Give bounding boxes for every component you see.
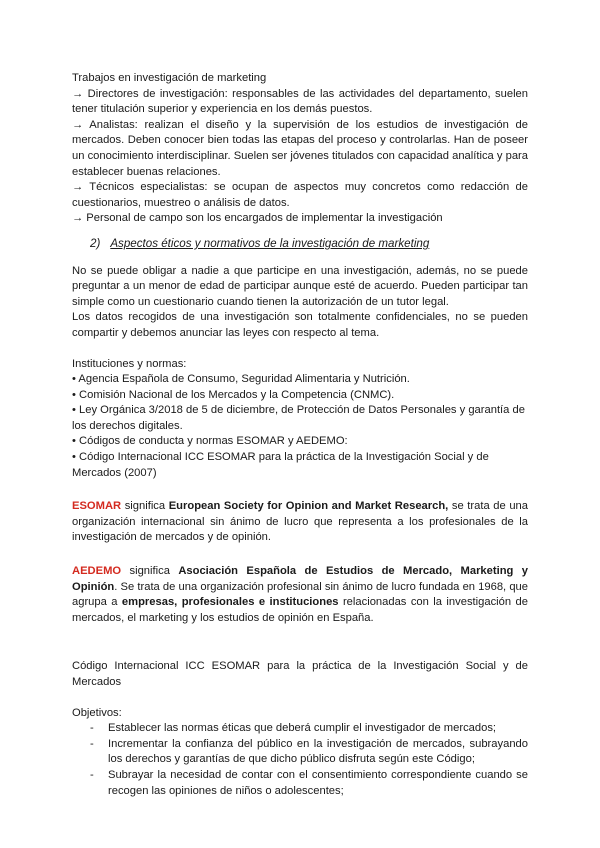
institution-item	[72, 450, 528, 481]
bullet-icon: •	[72, 404, 76, 417]
institution-text: Código Internacional ICC ESOMAR para la práctica de la Investigación Social y de Mercados (2007)	[72, 451, 489, 479]
document-content	[72, 71, 528, 799]
objective-text: Incrementar la confianza del público en la investigación de mercados, subrayando los derechos y garantías de que dicho público disfruta según este Código;	[108, 737, 528, 766]
esomar-paragraph	[72, 499, 528, 546]
arrow-icon: →	[72, 87, 84, 100]
jobs-item-analysts	[72, 118, 528, 180]
jobs-item-text: Personal de campo son los encargados de implementar la investigación	[86, 212, 443, 225]
objectives-title: Objetivos:	[72, 706, 122, 719]
list-item	[72, 721, 528, 737]
esomar-full-name: European Society for Opinion and Market Research,	[168, 500, 449, 513]
institution-text: Códigos de conducta y normas ESOMAR y AEDEMO:	[79, 435, 348, 448]
institution-text: Comisión Nacional de los Mercados y la Competencia (CNMC).	[79, 388, 395, 401]
institution-item	[72, 388, 528, 404]
jobs-item-technicians	[72, 180, 528, 211]
objective-text: Establecer las normas éticas que deberá cumplir el investigador de mercados;	[108, 722, 497, 735]
esomar-verb: significa	[121, 500, 169, 513]
aedemo-paragraph	[72, 564, 528, 626]
aedemo-full-name: Asociación Española de Estudios de Mercado, Marketing y Opinión	[72, 565, 528, 593]
ethics-paragraph-1: No se puede obligar a nadie a que participe en una investigación, además, no se puede preguntar a un menor de edad de participar aunque esté de acuerdo. Pueden participar tan simple como un cuestionario cuando tienen la autorización de un tutor legal.	[72, 264, 528, 308]
bullet-icon: •	[72, 451, 76, 464]
jobs-title: Trabajos en investigación de marketing	[72, 72, 267, 84]
jobs-item-directors	[72, 87, 528, 118]
institution-item	[72, 403, 528, 434]
institution-item	[72, 372, 528, 388]
list-item	[72, 768, 528, 799]
bullet-icon: •	[72, 388, 76, 401]
institution-text: Agencia Española de Consumo, Seguridad Alimentaria y Nutrición.	[78, 373, 410, 386]
objective-text: Subrayar la necesidad de contar con el consentimiento correspondiente cuando se recogen las opiniones de niños o adolescentes;	[108, 768, 528, 797]
esomar-acronym: ESOMAR	[72, 500, 122, 513]
section-title: Aspectos éticos y normativos de la investigación de marketing	[110, 236, 430, 250]
section-number: 2)	[90, 236, 101, 250]
aedemo-description-2: relacionadas con la investigación de mercados, el marketing y los estudios de opinión en España.	[72, 596, 528, 624]
aedemo-acronym: AEDEMO	[72, 565, 122, 578]
jobs-item-field-staff	[72, 211, 528, 227]
aedemo-verb: significa	[121, 565, 179, 578]
aedemo-bold-groups: empresas, profesionales e instituciones	[121, 596, 339, 609]
arrow-icon: →	[72, 212, 84, 225]
arrow-icon: →	[72, 181, 84, 194]
dash-icon: -	[90, 737, 94, 750]
objectives-list	[72, 721, 528, 799]
aedemo-description-1: Se trata de una organización profesional sin ánimo de lucro fundada en 1968, que agrupa a	[72, 580, 528, 609]
list-item	[72, 737, 528, 768]
aedemo-period: .	[114, 580, 118, 593]
section-heading	[90, 236, 528, 252]
code-title: Código Internacional ICC ESOMAR para la práctica de la Investigación Social y de Mercados	[72, 660, 528, 688]
jobs-item-text: Técnicos especialistas: se ocupan de aspectos muy concretos como redacción de cuestionarios, muestreo o análisis de datos.	[72, 181, 528, 209]
institution-item	[72, 434, 528, 450]
dash-icon: -	[90, 768, 94, 781]
institution-text: Ley Orgánica 3/2018 de 5 de diciembre, de Protección de Datos Personales y garantía de los derechos digitales.	[72, 404, 525, 432]
bullet-icon: •	[72, 435, 76, 448]
bullet-icon: •	[72, 373, 76, 386]
jobs-item-text: Directores de investigación: responsables de las actividades del departamento, suelen tener titulación superior y experiencia en los demás puestos.	[72, 87, 528, 116]
institutions-title: Instituciones y normas:	[72, 357, 187, 370]
jobs-item-text: Analistas: realizan el diseño y la supervisión de los estudios de investigación de mercados. Deben conocer bien todas las etapas del proceso y controlarlas. Han de poseer un conocimiento interdisciplinar. Suelen ser jóvenes titulados con capacidad analítica y para establecer buenas relaciones.	[72, 118, 528, 178]
arrow-icon: →	[72, 118, 84, 131]
dash-icon: -	[90, 722, 94, 735]
ethics-paragraph-2: Los datos recogidos de una investigación son totalmente confidenciales, no se pueden compartir y debemos anunciar las leyes con respecto al tema.	[72, 311, 528, 339]
esomar-description: se trata de una organización internacional sin ánimo de lucro que representa a los profesionales de la investigación de mercados y de opinión.	[72, 500, 528, 544]
